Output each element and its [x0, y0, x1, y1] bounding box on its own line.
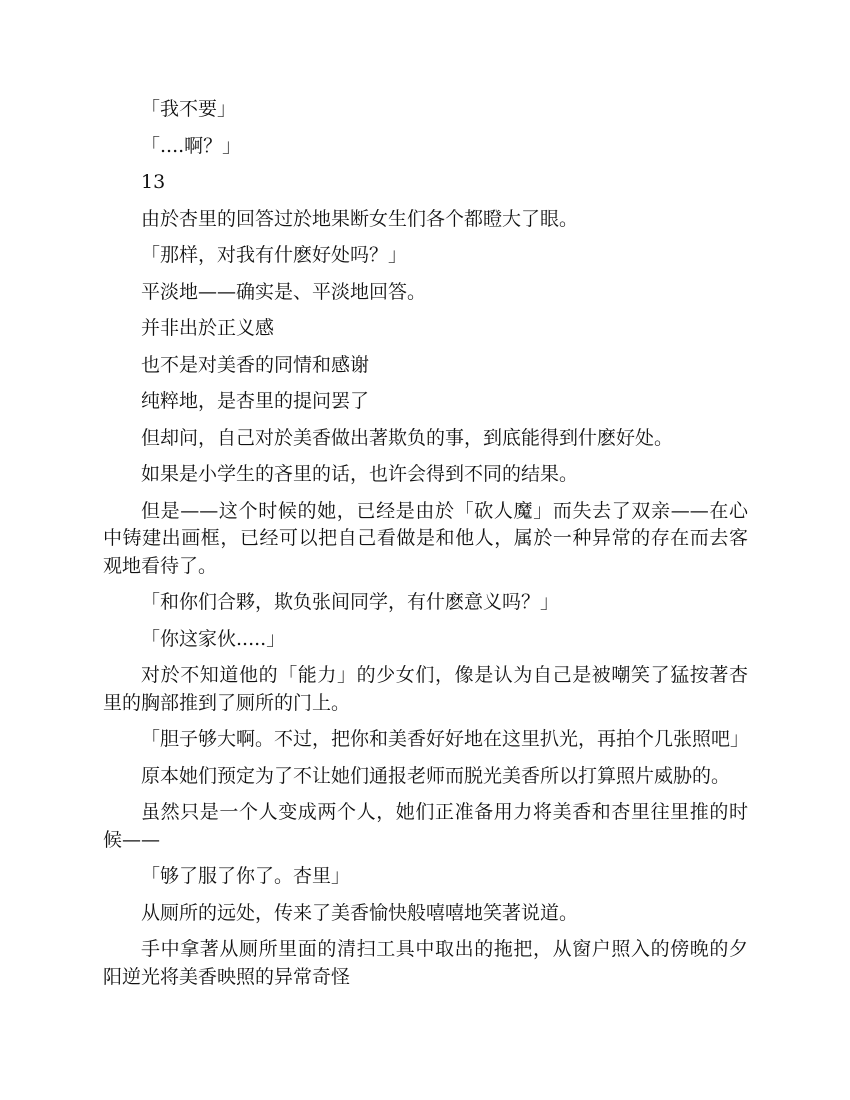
paragraph: 原本她们预定为了不让她们通报老师而脱光美香所以打算照片威胁的。: [141, 764, 731, 787]
paragraph: 对於不知道他的「能力」的少女们，像是认为自己是被嘲笑了猛按著杏里的胸部推到了厕所的门上。: [103, 664, 748, 714]
paragraph: 「够了服了你了。杏里」: [141, 865, 351, 887]
paragraph: 并非出於正义感: [141, 317, 275, 339]
paragraph: 从厕所的远处，传来了美香愉快般嘻嘻地笑著说道。: [141, 901, 579, 924]
paragraph: 「....啊？」: [141, 134, 242, 157]
page-number: 13: [141, 171, 166, 193]
paragraph: 平淡地——确实是、平淡地回答。: [141, 280, 427, 303]
paragraph: 也不是对美香的同情和感谢: [141, 353, 370, 376]
paragraph: 但却问，自己对於美香做出著欺负的事，到底能得到什麽好处。: [141, 426, 674, 449]
paragraph: 纯粹地，是杏里的提问罢了: [141, 390, 370, 412]
paragraph: 手中拿著从厕所里面的清扫工具中取出的拖把，从窗户照入的傍晚的夕阳逆光将美香映照的异常奇怪: [103, 938, 748, 988]
paragraph: 但是——这个时候的她，已经是由於「砍人魔」而失去了双亲——在心中铸建出画框，已经可以把自己看做是和他人，属於一种异常的存在而去客观地看待了。: [103, 499, 748, 577]
paragraph: 「你这家伙.....」: [141, 627, 286, 650]
paragraph: 虽然只是一个人变成两个人，她们正准备用力将美香和杏里往里推的时候——: [103, 801, 748, 851]
paragraph: 如果是小学生的吝里的话，也许会得到不同的结果。: [141, 463, 579, 485]
paragraph: 「和你们合夥，欺负张间同学，有什麽意义吗？」: [141, 591, 560, 613]
paragraph: 「我不要」: [141, 98, 237, 120]
paragraph: 由於杏里的回答过於地果断女生们各个都瞪大了眼。: [141, 207, 579, 230]
paragraph: 「胆子够大啊。不过，把你和美香好好地在这里扒光，再拍个几张照吧」: [141, 728, 750, 750]
document-page: [103, 96, 748, 1000]
paragraph: 「那样，对我有什麽好处吗？」: [141, 244, 408, 266]
